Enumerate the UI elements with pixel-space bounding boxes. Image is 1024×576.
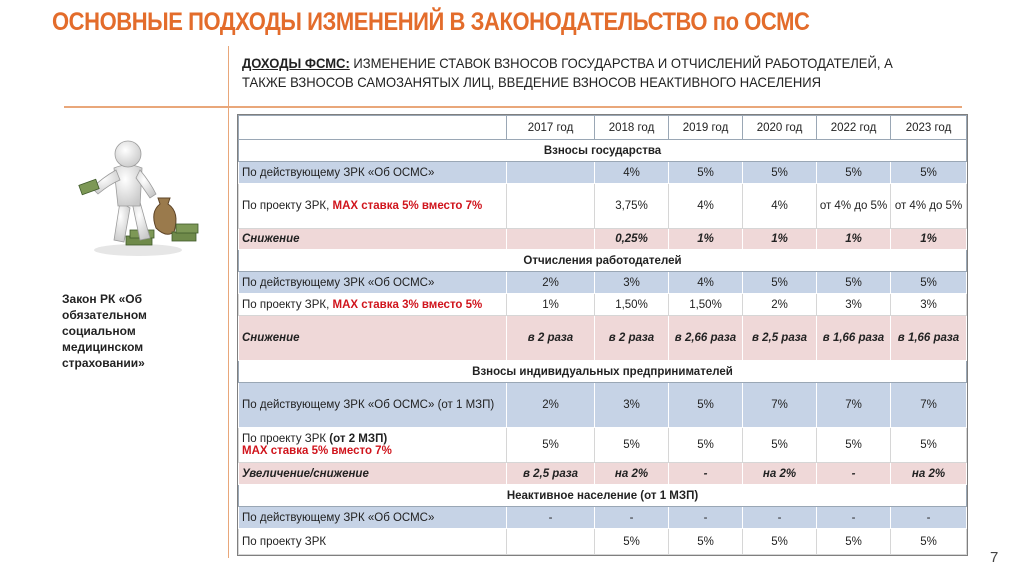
row-value: - (669, 463, 743, 485)
row-value: 5% (817, 162, 891, 184)
row-label-text: По проекту ЗРК (242, 535, 327, 548)
row-label-text: По действующему ЗРК «Об ОСМС» (242, 166, 435, 179)
row-value: 1,50% (669, 294, 743, 316)
row-value: 4% (595, 162, 669, 184)
row-label-highlight: МАХ ставка 5% вместо 7% (332, 200, 483, 212)
rates-table (238, 115, 967, 555)
row-value: 5% (817, 428, 891, 463)
row-value: 4% (669, 184, 743, 229)
table-row (239, 162, 967, 184)
row-value: 5% (891, 272, 967, 294)
year-header: 2019 год (669, 116, 743, 140)
page-title: ОСНОВНЫЕ ПОДХОДЫ ИЗМЕНЕНИЙ В ЗАКОНОДАТЕЛЬСТВО по ОСМС (52, 8, 810, 36)
row-value: 7% (817, 383, 891, 428)
section-row (239, 485, 967, 507)
row-value: на 2% (743, 463, 817, 485)
year-header: 2018 год (595, 116, 669, 140)
table-row (239, 529, 967, 555)
row-value: от 4% до 5% (817, 184, 891, 229)
section-row (239, 250, 967, 272)
man-with-money-bags-icon (76, 136, 204, 260)
row-value: 7% (891, 383, 967, 428)
row-value: в 1,66 раза (817, 316, 891, 361)
row-value: 1,50% (595, 294, 669, 316)
row-label (239, 184, 507, 229)
table-row (239, 507, 967, 529)
row-label (239, 272, 507, 294)
row-value: в 2,66 раза (669, 316, 743, 361)
section-title: Взносы индивидуальных предпринимателей (239, 361, 967, 383)
row-value: от 4% до 5% (891, 184, 967, 229)
row-value: - (891, 507, 967, 529)
row-value: 1% (669, 229, 743, 250)
row-value: в 2,5 раза (743, 316, 817, 361)
row-value: 2% (743, 294, 817, 316)
table-row (239, 294, 967, 316)
row-label-text: По действующему ЗРК «Об ОСМС» (242, 511, 435, 524)
row-value: 3,75% (595, 184, 669, 229)
section-title: Взносы государства (239, 140, 967, 162)
row-value: в 2 раза (507, 316, 595, 361)
row-value: 2% (507, 383, 595, 428)
year-header: 2023 год (891, 116, 967, 140)
row-value: 5% (743, 162, 817, 184)
row-value: 4% (669, 272, 743, 294)
table-row (239, 229, 967, 250)
row-value: 1% (743, 229, 817, 250)
row-value: 5% (743, 529, 817, 555)
year-header: 2022 год (817, 116, 891, 140)
section-row (239, 361, 967, 383)
row-value (507, 229, 595, 250)
row-value: 5% (817, 272, 891, 294)
row-value: 5% (595, 529, 669, 555)
row-value: в 2 раза (595, 316, 669, 361)
row-value: на 2% (595, 463, 669, 485)
row-value (507, 529, 595, 555)
row-value: 0,25% (595, 229, 669, 250)
row-value: 3% (595, 383, 669, 428)
vertical-divider (228, 46, 229, 558)
row-value: 5% (595, 428, 669, 463)
row-value: 3% (595, 272, 669, 294)
row-value: 5% (669, 428, 743, 463)
row-value: 5% (891, 428, 967, 463)
subtitle (242, 54, 921, 92)
row-value: - (507, 507, 595, 529)
row-value: 5% (669, 162, 743, 184)
row-value: 5% (817, 529, 891, 555)
horizontal-divider (64, 106, 962, 108)
section-title: Отчисления работодателей (239, 250, 967, 272)
row-value: 1% (817, 229, 891, 250)
row-label-highlight: МАХ ставка 5% вместо 7% (242, 445, 392, 457)
row-label-text: По действующему ЗРК «Об ОСМС» (от 1 МЗП) (242, 399, 495, 411)
header-empty-cell (239, 116, 507, 140)
row-label-bold: (от 2 МЗП) (329, 433, 388, 445)
section-row (239, 140, 967, 162)
row-value: 1% (507, 294, 595, 316)
row-label-text: Увеличение/снижение (242, 467, 369, 480)
row-value: в 1,66 раза (891, 316, 967, 361)
row-value: - (743, 507, 817, 529)
row-label-text: По проекту ЗРК, (242, 298, 333, 311)
row-label-highlight: МАХ ставка 3% вместо 5% (332, 298, 483, 311)
section-title: Неактивное население (от 1 МЗП) (239, 485, 967, 507)
row-value: 1% (891, 229, 967, 250)
page-number: 7 (990, 549, 999, 566)
row-label (239, 162, 507, 184)
row-value: 2% (507, 272, 595, 294)
law-reference: Закон РК «Об обязательном социальном медицинском страховании» (62, 292, 147, 370)
row-label (239, 507, 507, 529)
row-value: 7% (743, 383, 817, 428)
row-value: в 2,5 раза (507, 463, 595, 485)
subtitle-label: ДОХОДЫ ФСМС: (242, 55, 350, 71)
row-value: 5% (743, 428, 817, 463)
row-label (239, 529, 507, 555)
year-header: 2017 год (507, 116, 595, 140)
row-value: 5% (669, 529, 743, 555)
row-label-text: По проекту ЗРК (242, 433, 330, 445)
row-label-text: По действующему ЗРК «Об ОСМС» (242, 276, 435, 289)
table-row (239, 316, 967, 361)
row-value: на 2% (891, 463, 967, 485)
table-row (239, 463, 967, 485)
row-value: 3% (891, 294, 967, 316)
row-value: - (595, 507, 669, 529)
row-value: 5% (891, 529, 967, 555)
row-value: 5% (507, 428, 595, 463)
year-header: 2020 год (743, 116, 817, 140)
row-label-text: Снижение (242, 233, 300, 245)
row-label (239, 428, 507, 463)
table-row (239, 272, 967, 294)
row-value: 4% (743, 184, 817, 229)
row-label-text: Снижение (242, 332, 300, 344)
row-value (507, 162, 595, 184)
table-row (239, 184, 967, 229)
row-label (239, 383, 507, 428)
row-label (239, 294, 507, 316)
table-header-row (239, 116, 967, 140)
table-row (239, 428, 967, 463)
table-row (239, 383, 967, 428)
row-value: - (817, 463, 891, 485)
row-value: 5% (743, 272, 817, 294)
subtitle-text: ИЗМЕНЕНИЕ СТАВОК ВЗНОСОВ ГОСУДАРСТВА И ОТЧИСЛЕНИЙ РАБОТОДАТЕЛЕЙ, А ТАКЖЕ ВЗНОСОВ САМОЗАНЯТЫХ ЛИЦ, ВВЕДЕНИЕ ВЗНОСОВ НЕАКТИВНОГО НАСЕЛЕНИЯ (242, 55, 893, 90)
row-label (239, 463, 507, 485)
row-label-text: По проекту ЗРК, (242, 200, 333, 212)
row-value (507, 184, 595, 229)
row-value: - (669, 507, 743, 529)
row-value: 5% (669, 383, 743, 428)
row-value: 3% (817, 294, 891, 316)
row-label (239, 316, 507, 361)
row-value: - (817, 507, 891, 529)
row-value: 5% (891, 162, 967, 184)
row-label (239, 229, 507, 250)
